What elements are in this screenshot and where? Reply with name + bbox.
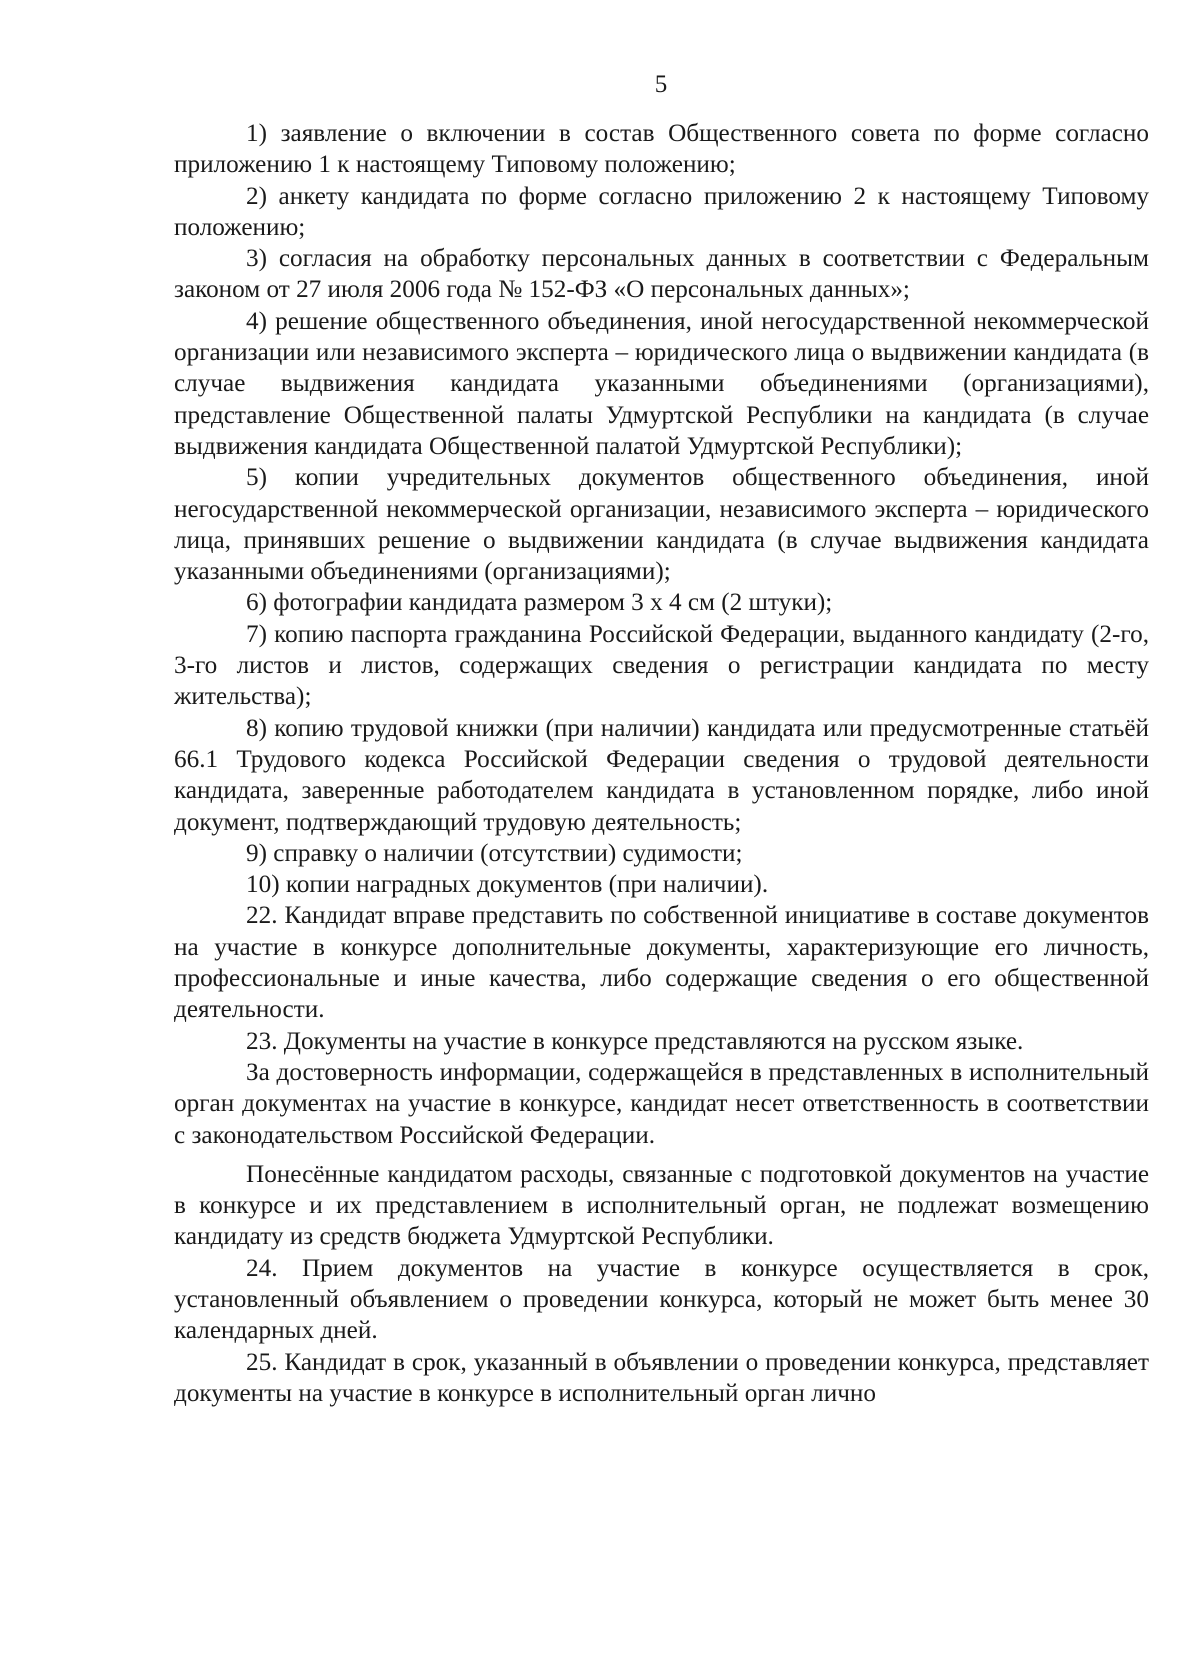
paragraph-item-7: 7) копию паспорта гражданина Российской Федерации, выданного кандидату (2-го, 3-го листов и листов, содержащих сведения о регистрации кандидата по месту жительства);: [174, 620, 1149, 711]
paragraph-clause-23: 23. Документы на участие в конкурсе представляются на русском языке.: [246, 1027, 1024, 1055]
page-number: 5: [654, 71, 668, 98]
paragraph-item-10: 10) копии наградных документов (при наличии).: [246, 871, 769, 899]
paragraph-clause-25: 25. Кандидат в срок, указанный в объявлении о проведении конкурса, представляет документы на участие в конкурсе в исполнительный орган лично: [174, 1348, 1149, 1407]
paragraph-item-2: 2) анкету кандидата по форме согласно приложению 2 к настоящему Типовому положению;: [174, 182, 1149, 241]
paragraph-item-3: 3) согласия на обработку персональных данных в соответствии с Федеральным законом от 27 июля 2006 года № 152-ФЗ «О персональных данных»;: [174, 245, 1149, 304]
paragraph-expenses: Понесённые кандидатом расходы, связанные с подготовкой документов на участие в конкурсе и их представлением в исполнительный орган, не подлежат возмещению кандидату из средств бюджета Удмуртской Республики.: [174, 1160, 1149, 1251]
paragraph-item-5: 5) копии учредительных документов общественного объединения, иной негосударственной некоммерческой организации, независимого эксперта – юридического лица, принявших решение о выдвижении кандидата (в случае выдвижения кандидата указанными объединениями (организациями);: [174, 464, 1149, 586]
paragraph-item-9: 9) справку о наличии (отсутствии) судимости;: [246, 839, 743, 867]
paragraph-item-4: 4) решение общественного объединения, иной негосударственной некоммерческой организации или независимого эксперта – юридического лица о выдвижении кандидата (в случае выдвижения кандидата указанными объединениями (организациями), представление Общественной палаты Удмуртской Республики на кандидата (в случае выдвижения кандидата Общественной палатой Удмуртской Республики);: [174, 307, 1149, 460]
paragraph-item-1: 1) заявление о включении в состав Общественного совета по форме согласно приложению 1 к настоящему Типовому положению;: [174, 120, 1149, 179]
paragraph-item-8: 8) копию трудовой книжки (при наличии) кандидата или предусмотренные статьёй 66.1 Трудового кодекса Российской Федерации сведения о трудовой деятельности кандидата, заверенные работодателем кандидата в установленном порядке, либо иной документ, подтверждающий трудовую деятельность;: [174, 714, 1149, 836]
paragraph-item-6: 6) фотографии кандидата размером 3 х 4 см (2 штуки);: [246, 589, 833, 617]
paragraph-clause-24: 24. Прием документов на участие в конкурсе осуществляется в срок, установленный объявлением о проведении конкурса, который не может быть менее 30 календарных дней.: [174, 1254, 1149, 1345]
document-body: [174, 118, 1149, 1409]
paragraph-responsibility: За достоверность информации, содержащейся в представленных в исполнительный орган документах на участие в конкурсе, кандидат несет ответственность в соответствии с законодательством Российской Федерации.: [174, 1058, 1149, 1149]
paragraph-clause-22: 22. Кандидат вправе представить по собственной инициативе в составе документов на участие в конкурсе дополнительные документы, характеризующие его личность, профессиональные и иные качества, либо содержащие сведения о его общественной деятельности.: [174, 902, 1149, 1024]
